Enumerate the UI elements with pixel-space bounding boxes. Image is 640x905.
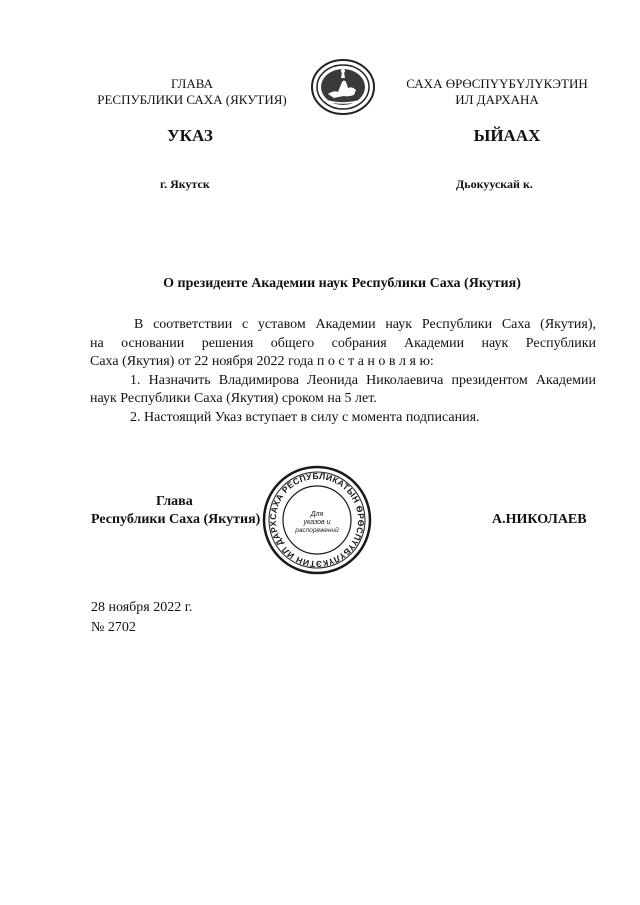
header-left-line1: ГЛАВА (171, 76, 213, 91)
sakha-coat-of-arms-icon (308, 58, 378, 116)
title-yiaakh: ЫЙААХ (473, 126, 541, 145)
document-subject: О президенте Академии наук Республики Саха (Якутия) (163, 276, 521, 291)
title-ukaz: УКАЗ (167, 126, 213, 145)
paragraph-line-2: на основании решения общего собрания Академии наук Республики (90, 335, 596, 351)
stamp-center-line2: указов и (303, 519, 331, 526)
stamp-center-line3: распоряжений (295, 527, 339, 534)
document-body (90, 316, 596, 427)
list-item-text: Назначить Владимирова Леонида Николаевича президентом Академии наук Республики Саха (Якутия) сроком на 5 лет. (90, 372, 596, 406)
body-paragraph (90, 316, 596, 372)
signature-title-line2: Республики Саха (Якутия) (91, 512, 261, 527)
city-left: г. Якутск (160, 177, 210, 191)
city-right: Дьокуускай к. (456, 177, 533, 191)
document-footer (91, 598, 192, 638)
list-item (90, 372, 596, 409)
signatory-name: А.НИКОЛАЕВ (492, 512, 587, 527)
signature-title-line1: Глава (156, 494, 193, 509)
header-left-line2: РЕСПУБЛИКИ САХА (ЯКУТИЯ) (97, 92, 287, 107)
list-item-number: 2. (130, 409, 141, 425)
header-right-line1: САХА ӨРӨСПҮҮБҮЛҮКЭТИН (406, 76, 588, 91)
document-date: 28 ноября 2022 г. (91, 600, 193, 615)
stamp-center-line1: Для (310, 511, 324, 518)
list-item (90, 409, 596, 428)
list-item-text: Настоящий Указ вступает в силу с момента подписания. (144, 409, 480, 425)
header-right-line2: ИЛ ДАРХАНА (455, 92, 539, 107)
header-right (386, 76, 608, 108)
stamp-ring-text: САХА РЕСПУБЛИКАТЫН ӨРӨСПҮҮБҮЛҮКЭТИН ИЛ ДАРХ (267, 470, 367, 570)
paragraph-line-1: В соответствии с уставом Академии наук Республики Саха (Якутия), (134, 317, 596, 332)
header-left (92, 76, 292, 108)
official-stamp (262, 465, 372, 575)
list-item-number: 1. (130, 372, 141, 388)
document-number: № 2702 (91, 620, 136, 635)
paragraph-line-3: Саха (Якутия) от 22 ноября 2022 года п о с т а н о в л я ю: (90, 354, 434, 369)
